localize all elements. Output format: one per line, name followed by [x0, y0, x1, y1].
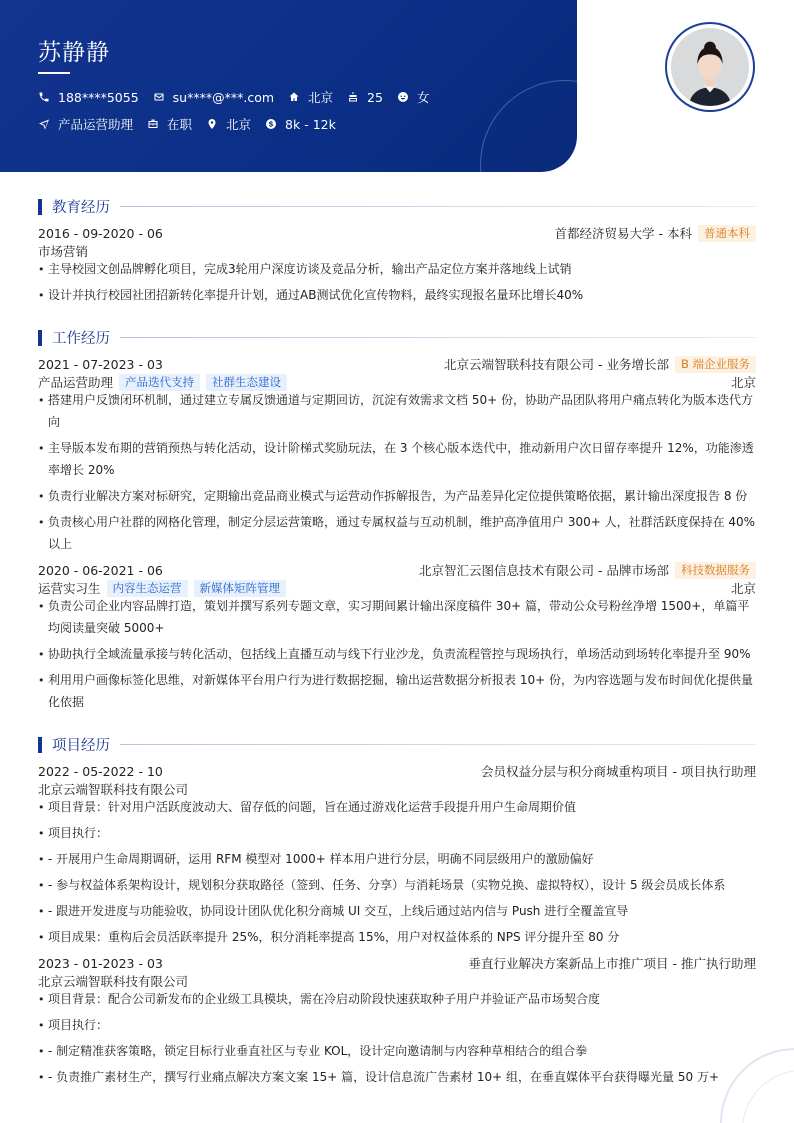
- target-city-item: [206, 115, 251, 133]
- name-underline: [38, 72, 70, 74]
- briefcase-icon: [147, 118, 159, 130]
- job-intent-row: [38, 115, 350, 133]
- city-value: 北京: [308, 90, 334, 105]
- contact-row: [38, 88, 443, 106]
- send-icon: [38, 118, 50, 130]
- email-value: su****@***.com: [172, 89, 275, 105]
- section-divider: [120, 206, 756, 207]
- decorative-ring: [480, 80, 577, 172]
- work-company-tag: B 端企业服务: [675, 356, 756, 373]
- portrait-photo: [671, 28, 749, 106]
- education-tag: 普通本科: [698, 225, 756, 242]
- project-title: 垂直行业解决方案新品上市推广项目 - 推广执行助理: [468, 956, 756, 971]
- education-major: 市场营销: [38, 244, 89, 259]
- target-job-item: [38, 115, 133, 133]
- project-company-row: [38, 780, 756, 798]
- work-skill-tag: 产品迭代支持: [119, 374, 200, 391]
- list-item: • 项目执行：: [38, 826, 109, 840]
- section-projects-title: 项目经历: [52, 738, 110, 754]
- target-job-value: 产品运营助理: [58, 117, 134, 132]
- work-skill-tag: 内容生态运营: [107, 580, 188, 597]
- list-item: • 利用用户画像标签化思维，对新媒体平台用户行为进行数据挖掘，输出运营数据分析报表 10+ 份，为内容选题与发布时间优化提供量化依据: [38, 673, 753, 709]
- salary-item: [265, 117, 336, 132]
- phone-value: 188****5055: [58, 89, 139, 105]
- candidate-name: 苏静静: [38, 40, 110, 66]
- work-skill-tag: 新媒体矩阵管理: [194, 580, 287, 597]
- phone-item: [38, 90, 139, 105]
- list-item: • 项目执行：: [38, 1018, 109, 1032]
- work-skill-tag: 社群生态建设: [206, 374, 287, 391]
- list-item: • 负责行业解决方案对标研究，定期输出竞品商业模式与运营动作拆解报告，为产品差异化定位提供策略依据，累计输出深度报告 8 份: [38, 489, 748, 503]
- education-school: 首都经济贸易大学 - 本科: [554, 226, 692, 241]
- work-company-tag: 科技数据服务: [675, 562, 756, 579]
- age-value: 25: [367, 89, 383, 105]
- project-period: 2023 - 01-2023 - 03: [38, 955, 163, 971]
- project-title: 会员权益分层与积分商城重构项目 - 项目执行助理: [481, 764, 756, 779]
- mail-icon: [153, 91, 165, 103]
- work-role: 运营实习生: [38, 581, 101, 596]
- section-marker: [38, 737, 42, 753]
- project-header-row: [38, 762, 756, 780]
- work-city: 北京: [730, 581, 756, 596]
- target-city-value: 北京: [226, 117, 252, 132]
- list-item: • 设计并执行校园社团招新转化率提升计划，通过AB测试优化宣传物料，最终实现报名量环比增长40%: [38, 288, 584, 302]
- project-company-row: [38, 972, 756, 990]
- section-divider: [120, 744, 756, 745]
- section-education: [38, 196, 756, 217]
- project-company: 北京云端智联科技有限公司: [38, 782, 189, 797]
- list-item: • 项目背景：配合公司新发布的企业级工具模块，需在冷启动阶段快速获取种子用户并验证产品市场契合度: [38, 992, 601, 1006]
- work-period: 2020 - 06-2021 - 06: [38, 562, 163, 578]
- list-item: • - 参与权益体系架构设计，规划积分获取路径（签到、任务、分享）与消耗场景（实物兑换、虚拟特权），设计 5 级会员成长体系: [38, 878, 726, 892]
- age-item: [347, 90, 383, 105]
- list-item: • - 制定精准获客策略，锁定目标行业垂直社区与专业 KOL，设计定向邀请制与内容种草相结合的组合拳: [38, 1044, 588, 1058]
- project-company: 北京云端智联科技有限公司: [38, 974, 189, 989]
- money-icon: [265, 118, 277, 130]
- list-item: • 搭建用户反馈闭环机制，通过建立专属反馈通道与定期回访，沉淀有效需求文档 50+ 份，协助产品团队将用户痛点转化为版本迭代方向: [38, 393, 753, 429]
- work-period: 2021 - 07-2023 - 03: [38, 356, 163, 372]
- gender-item: [397, 88, 430, 106]
- list-item: • 负责核心用户社群的网格化管理，制定分层运营策略，通过专属权益与互动机制，维护高净值用户 300+ 人，社群活跃度保持在 40% 以上: [38, 515, 756, 551]
- salary-value: 8k - 12k: [285, 116, 336, 132]
- work-city: 北京: [730, 375, 756, 390]
- list-item: • - 跟进开发进度与功能验收，协同设计团队优化积分商城 UI 交互，上线后通过站内信与 Push 进行全覆盖宣导: [38, 904, 629, 918]
- phone-icon: [38, 91, 50, 103]
- section-work-title: 工作经历: [52, 331, 110, 347]
- list-item: • 项目背景：针对用户活跃度波动大、留存低的问题，旨在通过游戏化运营手段提升用户生命周期价值: [38, 800, 577, 814]
- home-icon: [288, 91, 300, 103]
- education-header-row: [38, 224, 756, 242]
- section-education-title: 教育经历: [52, 200, 110, 216]
- work-role-row: [38, 373, 756, 391]
- list-item: • 协助执行全域流量承接与转化活动，包括线上直播互动与线下行业沙龙，负责流程管控与现场执行，单场活动到场转化率提升至 90%: [38, 647, 751, 661]
- section-work: [38, 327, 756, 348]
- work-header-row: [38, 355, 756, 373]
- section-marker: [38, 199, 42, 215]
- status-value: 在职: [167, 117, 193, 132]
- gender-value: 女: [416, 90, 430, 105]
- project-header-row: [38, 954, 756, 972]
- section-projects: [38, 734, 756, 755]
- list-item: • 负责公司企业内容品牌打造，策划并撰写系列专题文章，实习期间累计输出深度稿件 30+ 篇，带动公众号粉丝净增 1500+，单篇平均阅读量突破 5000+: [38, 599, 750, 635]
- list-item: • 主导校园文创品牌孵化项目，完成3轮用户深度访谈及竞品分析，输出产品定位方案并落地线上试销: [38, 262, 572, 276]
- avatar: [665, 22, 755, 112]
- section-divider: [120, 337, 756, 338]
- work-company: 北京云端智联科技有限公司 - 业务增长部: [443, 357, 669, 372]
- work-header-row: [38, 561, 756, 579]
- work-role: 产品运营助理: [38, 375, 114, 390]
- work-role-row: [38, 579, 756, 597]
- list-item: • - 负责推广素材生产，撰写行业痛点解决方案文案 15+ 篇，设计信息流广告素材 10+ 组，在垂直媒体平台获得曝光量 50 万+: [38, 1070, 720, 1084]
- list-item: • 项目成果：重构后会员活跃率提升 25%，积分消耗率提高 15%，用户对权益体系的 NPS 评分提升至 80 分: [38, 930, 620, 944]
- cake-icon: [347, 91, 359, 103]
- status-item: [147, 115, 192, 133]
- email-item: [153, 90, 274, 105]
- smile-icon: [397, 91, 409, 103]
- list-item: • 主导版本发布期的营销预热与转化活动，设计阶梯式奖励玩法，在 3 个核心版本迭代中，推动新用户次日留存率提升 12%，功能渗透率增长 20%: [38, 441, 754, 477]
- project-period: 2022 - 05-2022 - 10: [38, 763, 163, 779]
- work-company: 北京智汇云图信息技术有限公司 - 品牌市场部: [419, 563, 669, 578]
- location-pin-icon: [206, 118, 218, 130]
- city-item: [288, 88, 333, 106]
- resume-header: [0, 0, 577, 172]
- education-major-row: [38, 242, 756, 260]
- education-period: 2016 - 09-2020 - 06: [38, 225, 163, 241]
- list-item: • - 开展用户生命周期调研，运用 RFM 模型对 1000+ 样本用户进行分层，明确不同层级用户的激励偏好: [38, 852, 594, 866]
- section-marker: [38, 330, 42, 346]
